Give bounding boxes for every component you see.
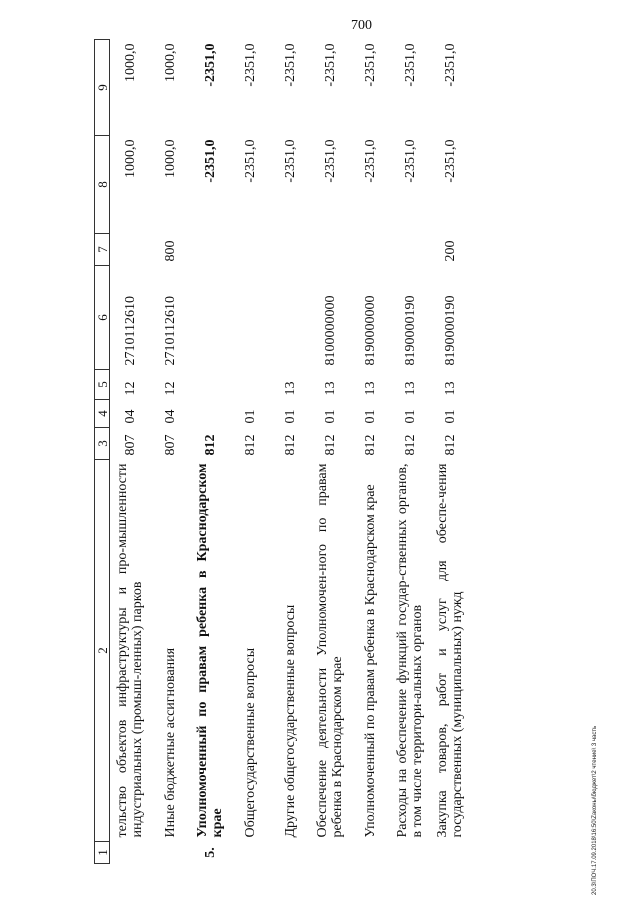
row-name: Обеспечение деятельности Уполномочен-ного по правам ребенка в Краснодарском крае [315, 463, 345, 838]
row-name: Иные бюджетные ассигнования [162, 647, 178, 838]
row-name: Общегосударственные вопросы [242, 647, 258, 838]
cell-expense-type [350, 234, 390, 266]
page-number: 700 [351, 18, 372, 33]
cell-section [190, 400, 230, 428]
row-number [350, 842, 390, 864]
row-name: тельство объектов инфраструктуры и про-мышленности индустриальных (промыш-ленных) парков [115, 463, 145, 838]
row-name: Уполномоченный по правам ребенка в Краснодарском крае [362, 484, 378, 838]
row-number [270, 842, 310, 864]
table-row [190, 40, 230, 864]
cell-subsection: 13 [282, 381, 298, 396]
row-number [310, 842, 350, 864]
cell-expense-type [310, 234, 350, 266]
column-header: 8 [95, 136, 110, 234]
cell-section: 01 [242, 409, 258, 424]
budget-table-rotated [94, 40, 622, 864]
cell-subsection [190, 370, 230, 400]
cell-section: 01 [362, 409, 378, 424]
cell-target-article: 2710112610 [122, 296, 138, 366]
cell-section: 04 [162, 409, 178, 424]
cell-amount-9: -2351,0 [322, 43, 338, 87]
cell-expense-type [390, 234, 430, 266]
cell-department: 812 [202, 434, 218, 456]
cell-amount-8: 1000,0 [122, 139, 138, 178]
column-header: 1 [95, 842, 110, 864]
table-row [230, 40, 270, 864]
table-header-row [95, 40, 110, 864]
cell-amount-9: -2351,0 [202, 43, 218, 87]
cell-section: 01 [442, 409, 458, 424]
cell-department: 807 [162, 434, 178, 456]
budget-table [94, 39, 470, 864]
cell-department: 812 [362, 434, 378, 456]
column-header: 6 [95, 266, 110, 370]
table-row [430, 40, 470, 864]
cell-amount-9: -2351,0 [442, 43, 458, 87]
cell-amount-9: 1000,0 [162, 43, 178, 82]
cell-expense-type: 800 [162, 240, 178, 262]
cell-department: 812 [442, 434, 458, 456]
cell-amount-8: -2351,0 [442, 139, 458, 183]
cell-amount-9: -2351,0 [282, 43, 298, 87]
cell-subsection: 12 [122, 381, 138, 396]
row-number: 5. [202, 847, 218, 858]
column-header: 9 [95, 40, 110, 136]
cell-target-article [190, 266, 230, 370]
cell-section: 04 [122, 409, 138, 424]
cell-subsection: 13 [322, 381, 338, 396]
cell-subsection: 13 [402, 381, 418, 396]
column-header: 3 [95, 428, 110, 460]
cell-department: 812 [322, 434, 338, 456]
column-header: 7 [95, 234, 110, 266]
row-number [230, 842, 270, 864]
column-header: 4 [95, 400, 110, 428]
cell-amount-9: -2351,0 [242, 43, 258, 87]
row-name: Уполномоченный по правам ребенка в Краснодарском крае [195, 463, 225, 838]
cell-target-article [270, 266, 310, 370]
cell-amount-8: -2351,0 [282, 139, 298, 183]
column-header: 5 [95, 370, 110, 400]
row-name: Закупка товаров, работ и услуг для обеспе-чения государственных (муниципальных) нужд [435, 463, 465, 838]
row-number [390, 842, 430, 864]
table-row [390, 40, 430, 864]
cell-section: 01 [402, 409, 418, 424]
cell-amount-8: -2351,0 [322, 139, 338, 183]
row-name: Расходы на обеспечение функций государ-ственных органов, в том числе территори-альных органов [395, 463, 425, 838]
cell-amount-9: 1000,0 [122, 43, 138, 82]
cell-target-article: 8190000000 [362, 295, 378, 366]
cell-expense-type [110, 234, 151, 266]
row-name: Другие общегосударственные вопросы [282, 604, 298, 838]
cell-department: 807 [122, 434, 138, 456]
cell-department: 812 [402, 434, 418, 456]
cell-amount-9: -2351,0 [402, 43, 418, 87]
cell-amount-8: -2351,0 [402, 139, 418, 183]
table-row [310, 40, 350, 864]
cell-amount-8: -2351,0 [242, 139, 258, 183]
cell-department: 812 [282, 434, 298, 456]
table-row [150, 40, 190, 864]
cell-expense-type: 200 [442, 240, 458, 262]
cell-target-article: 8190000190 [442, 295, 458, 366]
cell-section: 01 [282, 409, 298, 424]
cell-expense-type [270, 234, 310, 266]
cell-subsection: 13 [362, 381, 378, 396]
column-header: 2 [95, 460, 110, 842]
cell-section: 01 [322, 409, 338, 424]
cell-amount-9: -2351,0 [362, 43, 378, 87]
cell-target-article [230, 266, 270, 370]
cell-amount-8: -2351,0 [202, 139, 218, 183]
row-number [430, 842, 470, 864]
table-row [270, 40, 310, 864]
table-row [110, 40, 151, 864]
row-number [110, 842, 151, 864]
cell-target-article: 2710112610 [162, 296, 178, 366]
cell-department: 812 [242, 434, 258, 456]
cell-expense-type [190, 234, 230, 266]
cell-subsection: 12 [162, 381, 178, 396]
cell-target-article: 8190000190 [402, 295, 418, 366]
table-row [350, 40, 390, 864]
cell-expense-type [230, 234, 270, 266]
row-number [150, 842, 190, 864]
print-stamp: 20.3\ПОЧ.17.09.2018\16:50\Zаконы\бюджет\2 чтение\ 3 часть [592, 725, 598, 895]
cell-subsection [230, 370, 270, 400]
cell-subsection: 13 [442, 381, 458, 396]
cell-amount-8: -2351,0 [362, 139, 378, 183]
cell-amount-8: 1000,0 [162, 139, 178, 178]
cell-target-article: 8100000000 [322, 295, 338, 366]
